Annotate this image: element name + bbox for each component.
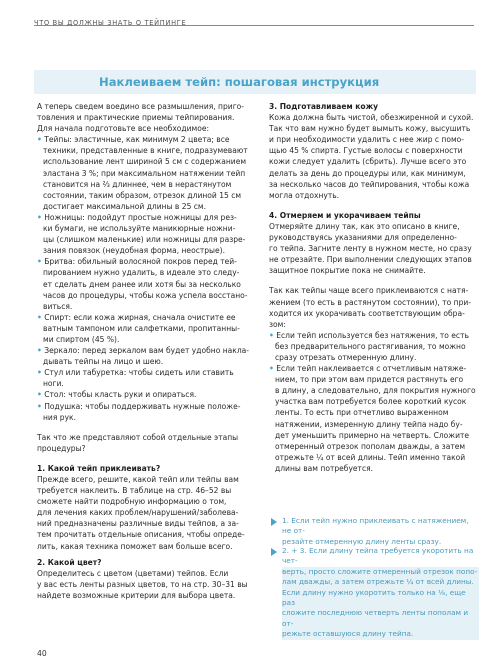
list-item: • Если тейп наклеивается с отчетливым натяже- нием, то при этом вам придется растянуть его в длину, а следовательно, для покрытия нужного участка вам потребуется более короткий кусок ленты. То есть при отчетливо выраженном натяжении, измеренную длину тейпа надо бу- дет уменьшить примерно на четверть. Сложите отмеренный отрезок пополам дважды, а затем отрежьте ¼ от всей длины. Тейп именно такой длины вам потребуется.	[269, 364, 476, 473]
list-item: • Бритва: обильный волосяной покров перед тей- пированием нужно удалить, в идеале это следу- ет сделать днем ранее или хотя бы за несколько часов до процедуры, чтобы кожа успела восстано- виться.	[37, 257, 248, 311]
step-4-text-b: Так как тейпы чаще всего приклеиваются с натя- жением (то есть в растянутом состоянии), то при- ходится их укорачивать соответствующим обра- зом:	[269, 286, 471, 329]
step-2-heading: 2. Какой цвет?	[37, 557, 102, 567]
step-3-heading: 3. Подготавливаем кожу	[269, 102, 379, 111]
list-item: • Стул или табуретка: чтобы сидеть или ставить ноги.	[37, 368, 234, 389]
step-1-text: Прежде всего, решите, какой тейп или тейпы вам требуется наклеить. В таблице на стр. 46–52 вы сможете найти подробную информацию о том, для лечения каких проблем/нарушений/заболева- ний предназначены различные виды тейпов, а за- тем прочитать отдельные описания, чтобы опреде- лить, какая техника поможет вам больше всего.	[37, 475, 245, 551]
step-4-heading: 4. Отмеряем и укорачиваем тейпы	[269, 210, 421, 220]
supplies-list	[37, 134, 251, 422]
list-item: • Подушка: чтобы поддерживать нужные положе- ния рук.	[37, 401, 241, 422]
list-item: • Если тейп используется без натяжения, то есть без предварительного растягивания, то можно сразу отрезать отмеренную длину.	[269, 330, 469, 362]
running-head	[34, 10, 474, 26]
question-paragraph: Так что же представляют собой отдельные этапы процедуры?	[37, 432, 239, 453]
running-head-text: ЧТО ВЫ ДОЛЖНЫ ЗНАТЬ О ТЕЙПИНГЕ	[34, 19, 187, 27]
right-column	[269, 101, 479, 474]
step-3-text: Кожа должна быть чистой, обезжиренной и сухой. Так что вам нужно будет вымыть кожу, высушить и при необходимости удалить с нее жир с помо- щью 45 % спирта. Густые волосы с поверхности кожи следует удалить (сбрить). Лучше всего это делать за день до процедуры или, как минимум, за несколько часов до тейпирования, чтобы кожа могла отдохнуть.	[269, 113, 474, 200]
intro-paragraph: А теперь сведем воедино все размышления, приго- товления и практические приемы тейпирования. Для начала подготовьте все необходимое:	[37, 102, 244, 134]
tip-1: 1. Если тейп нужно приклеивать с натяжением, не от- резайте отмеренную длину ленты сразу.	[271, 516, 479, 547]
step-1-heading: 1. Какой тейп приклеивать?	[37, 463, 161, 473]
list-item: • Спирт: если кожа жирная, сначала очистите ее ватным тампоном или салфетками, пропитанны- ми спиртом (45 %).	[37, 312, 240, 344]
list-item: • Тейпы: эластичные, как минимум 2 цвета; все техники, представленные в книге, подразумевают использование лент шириной 5 см с содержанием эластана 3 %; при максимальном натяжении тейп становится на ⅔ длиннее, чем в нерастянутом состоянии, таким образом, отрезок длиной 15 см достигает максимальной длины в 25 см.	[37, 135, 248, 211]
list-item: • Стол: чтобы класть руки и опираться.	[37, 390, 197, 400]
page-title: Наклеиваем тейп: пошаговая инструкция	[99, 75, 380, 89]
shortening-list	[269, 330, 479, 474]
left-column	[37, 101, 251, 601]
tip-2: 2. + 3. Если длину тейпа требуется укоротить на чет- верть, просто сложите отмеренный отрезок попо- лам дважды, а затем отрежьте ¼ от всей длины. Если длину нужно укоротить только на ⅛, еще раз сложите последнюю четверть ленты пополам и от- режьте оставшуюся длину тейпа.	[271, 546, 479, 640]
list-item: • Зеркало: перед зеркалом вам будет удобно накла- дывать тейпы на лицо и шею.	[37, 346, 249, 367]
page-number: 40	[37, 649, 47, 658]
title-band	[34, 70, 476, 94]
step-4-text: Отмеряйте длину так, как это описано в книге, руководствуясь указаниями для определенно- го тейпа. Загните ленту в нужном месте, но сразу не отрезайте. При выполнении следующих этапов защитное покрытие пока не снимайте.	[269, 221, 472, 276]
arrow-right-icon	[271, 518, 277, 526]
arrow-right-icon	[271, 548, 277, 556]
step-2-text: Определитесь с цветом (цветами) тейпов. Если у вас есть ленты разных цветов, то на стр. 30–31 вы найдете возможные критерии для выбора цвета.	[37, 568, 248, 600]
list-item: • Ножницы: подойдут простые ножницы для рез- ки бумаги, не используйте маникюрные ножни- цы (слишком маленькие) или ножницы для разре- зания повязок (неудобная форма, неострые).	[37, 212, 246, 256]
